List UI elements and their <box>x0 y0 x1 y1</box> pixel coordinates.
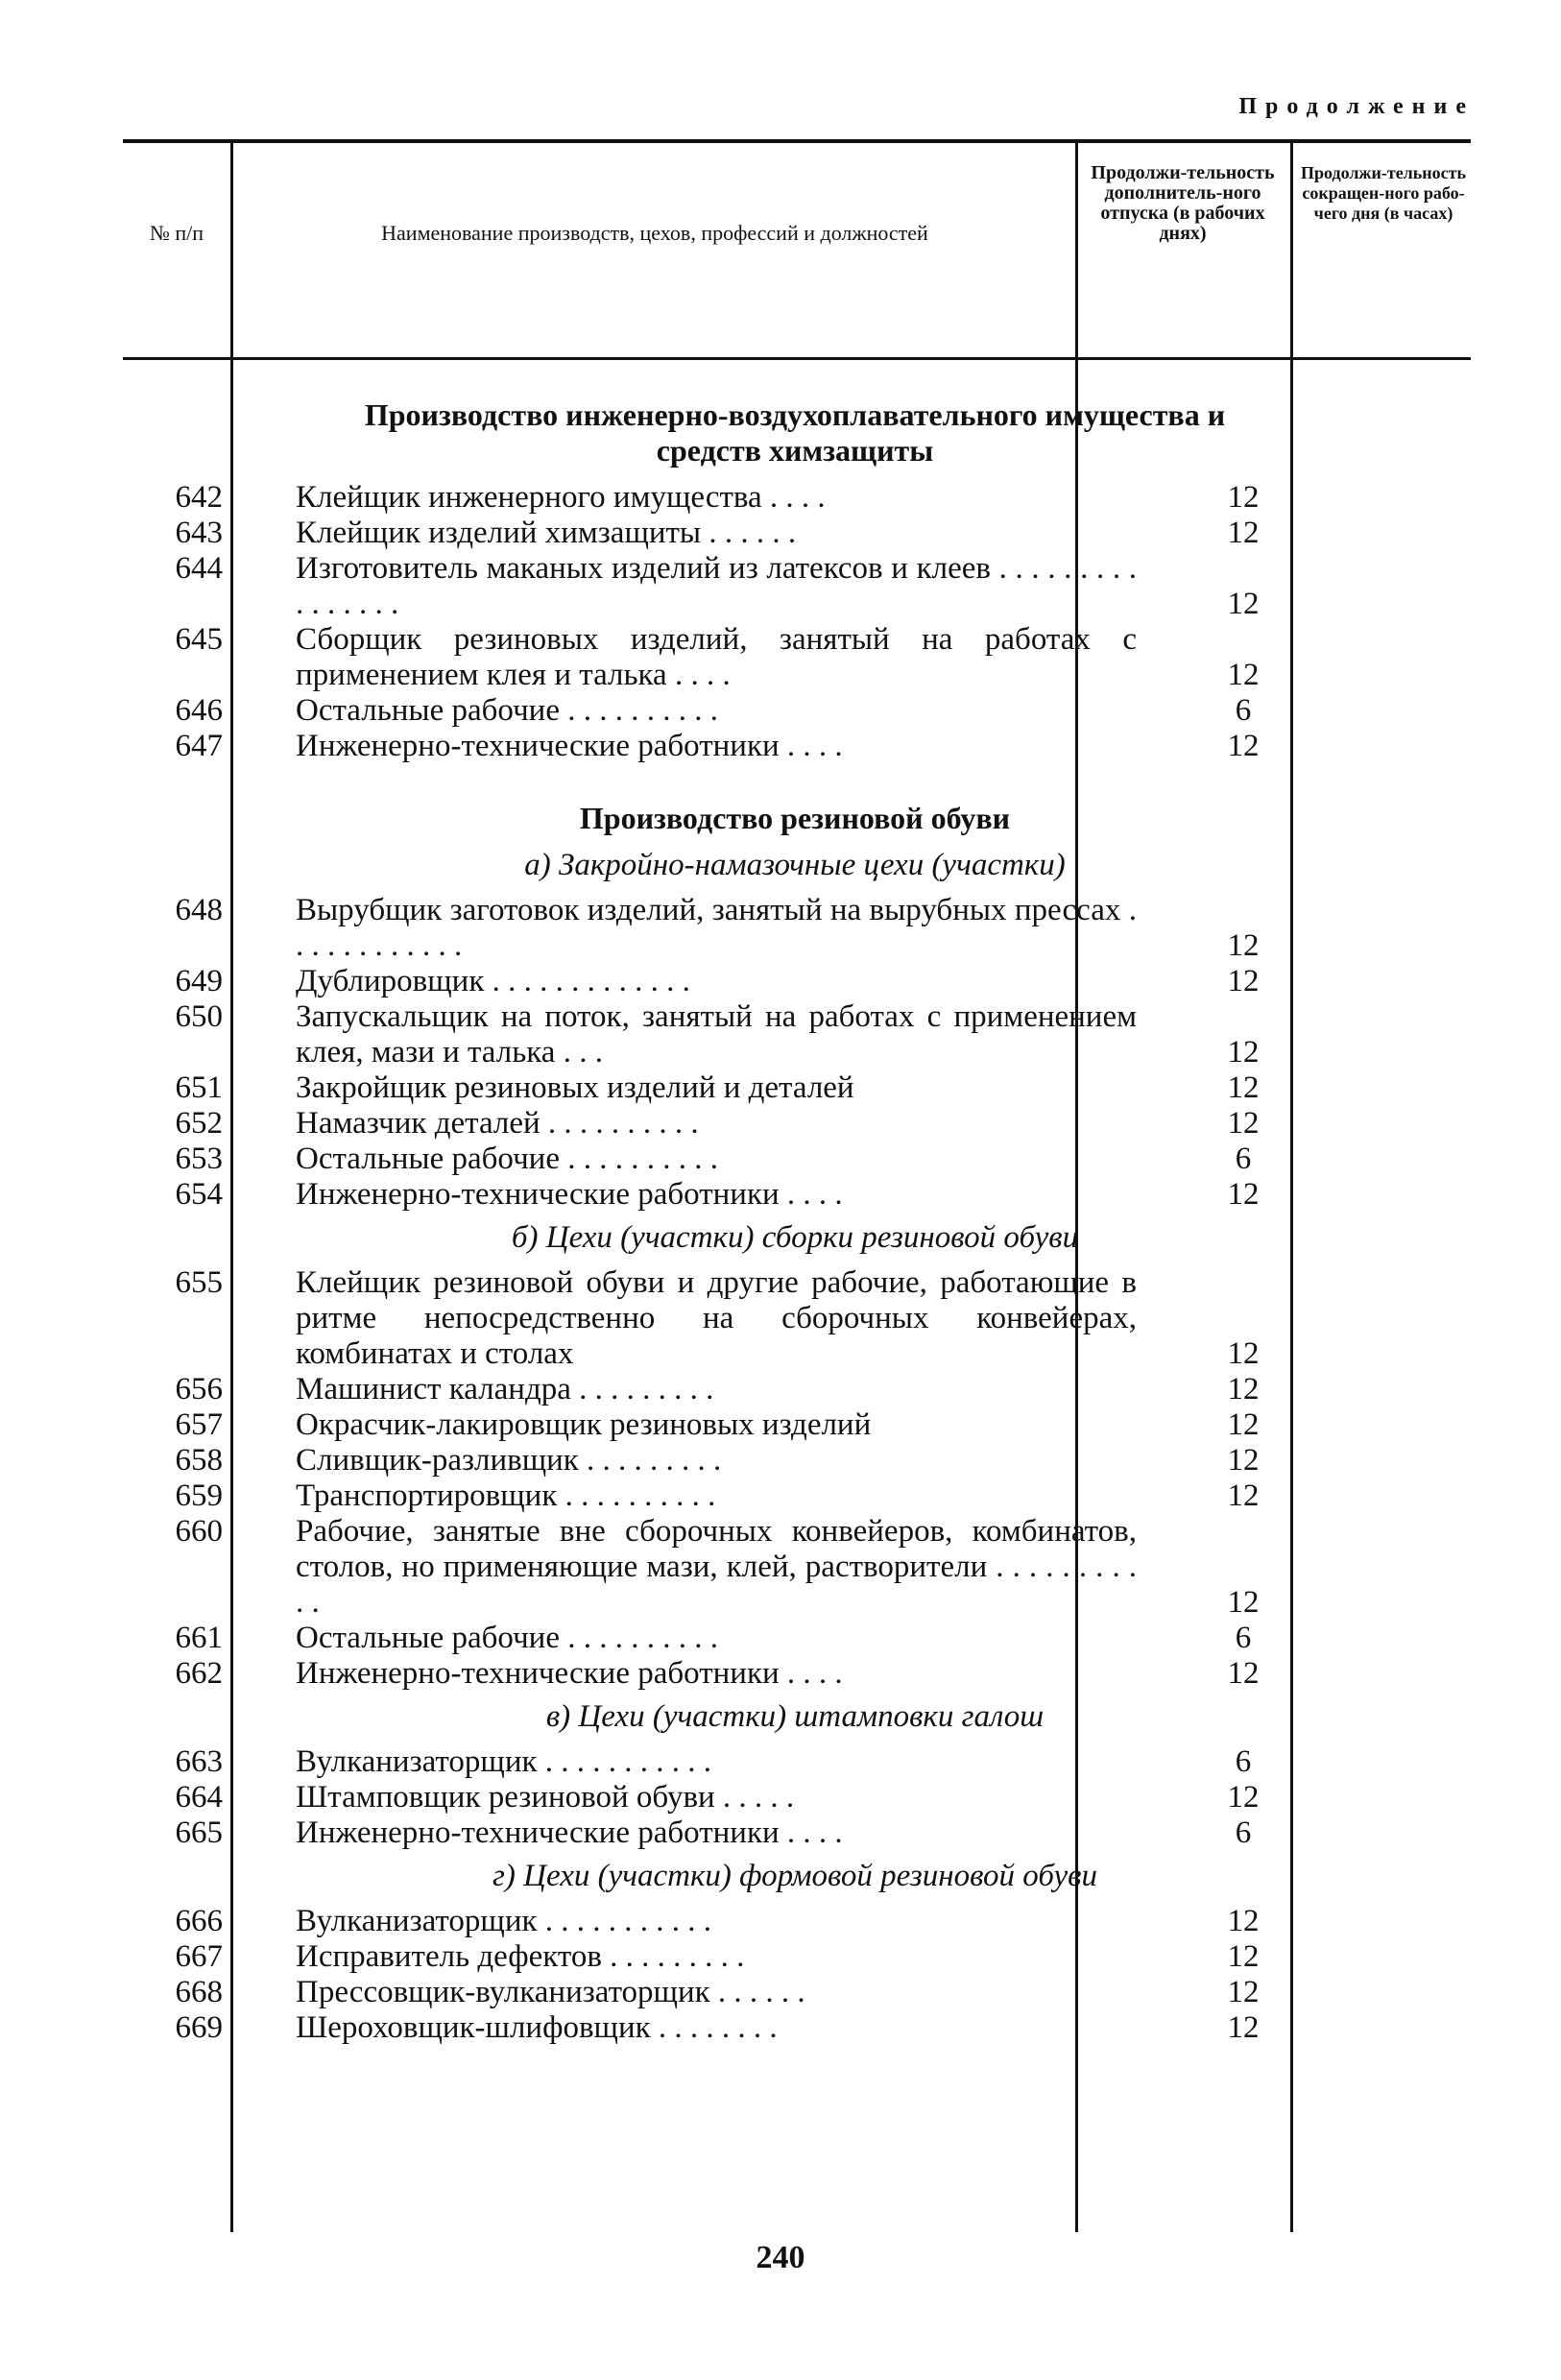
row-name: Запускальщик на поток, занятый на работах с применением клея, мази и талька . . . <box>296 999 1137 1070</box>
row-number: 653 <box>175 1142 223 1176</box>
table-row <box>123 1106 1471 1142</box>
row-number: 666 <box>175 1904 223 1938</box>
row-name: Вулканизаторщик . . . . . . . . . . . <box>296 1744 712 1779</box>
row-leave-days: 12 <box>1227 2010 1260 2045</box>
row-leave-days: 12 <box>1227 1585 1260 1620</box>
row-name: Вырубщик заготовок изделий, занятый на вырубных прессах . . . . . . . . . . . . <box>296 893 1137 963</box>
row-leave-days: 6 <box>1235 1142 1252 1176</box>
row-leave-days: 12 <box>1227 658 1260 692</box>
row-number: 650 <box>175 999 223 1034</box>
row-leave-days: 12 <box>1227 1975 1260 2009</box>
row-number: 643 <box>175 516 223 550</box>
table-row <box>123 551 1471 622</box>
row-number: 660 <box>175 1514 223 1549</box>
row-name: Сборщик резиновых изделий, занятый на работах с применением клея и талька . . . . <box>296 622 1137 692</box>
table-row <box>123 1939 1471 1975</box>
row-name: Остальные рабочие . . . . . . . . . . <box>296 693 718 728</box>
table-row <box>123 1780 1471 1815</box>
row-name: Клейщик изделий химзащиты . . . . . . <box>296 516 797 550</box>
row-number: 661 <box>175 1621 223 1655</box>
row-name: Прессовщик-вулканизаторщик . . . . . . <box>296 1975 805 2009</box>
header-name: Наименование производств, цехов, профессий и должностей <box>381 221 928 245</box>
row-leave-days: 12 <box>1227 1035 1260 1070</box>
row-name: Штамповщик резиновой обуви . . . . . <box>296 1780 795 1815</box>
table-row <box>123 1744 1471 1780</box>
table-row <box>123 1407 1471 1443</box>
row-number: 662 <box>175 1656 223 1691</box>
row-leave-days: 12 <box>1227 1372 1260 1406</box>
row-number: 642 <box>175 480 223 515</box>
row-number: 656 <box>175 1372 223 1406</box>
table-body <box>123 392 1471 2046</box>
row-name: Инженерно-технические работники . . . . <box>296 729 843 763</box>
subsection-title: в) Цехи (участки) штамповки галош <box>545 1699 1045 1734</box>
row-number: 657 <box>175 1407 223 1442</box>
row-leave-days: 12 <box>1227 1904 1260 1938</box>
row-leave-days: 12 <box>1227 516 1260 550</box>
row-number: 667 <box>175 1939 223 1974</box>
table-row <box>123 516 1471 551</box>
table-row <box>123 893 1471 964</box>
row-name: Остальные рабочие . . . . . . . . . . <box>296 1621 718 1655</box>
row-leave-days: 12 <box>1227 1656 1260 1691</box>
row-leave-days: 12 <box>1227 1106 1260 1141</box>
table-row <box>123 1621 1471 1656</box>
table-row <box>123 1070 1471 1106</box>
table-row <box>123 1443 1471 1478</box>
table-row <box>123 1265 1471 1372</box>
row-name: Сливщик-разливщик . . . . . . . . . <box>296 1443 722 1478</box>
header-shortened-day: Продолжи-тельность сокращен-ного рабо-чего дня (в часах) <box>1300 163 1467 223</box>
row-leave-days: 12 <box>1227 1070 1260 1105</box>
header-number: № п/п <box>149 221 204 245</box>
row-leave-days: 6 <box>1235 1744 1252 1779</box>
header-leave-duration: Продолжи-тельность дополнитель-ного отпуска (в рабочих днях) <box>1091 162 1275 244</box>
row-leave-days: 12 <box>1227 1939 1260 1974</box>
page-number: 240 <box>756 2240 805 2275</box>
row-leave-days: 12 <box>1227 1478 1260 1513</box>
row-number: 659 <box>175 1478 223 1513</box>
row-name: Инженерно-технические работники . . . . <box>296 1815 843 1850</box>
row-name: Инженерно-технические работники . . . . <box>296 1177 843 1212</box>
row-number: 654 <box>175 1177 223 1212</box>
row-number: 655 <box>175 1265 223 1300</box>
row-number: 649 <box>175 964 223 998</box>
row-number: 663 <box>175 1744 223 1779</box>
row-leave-days: 6 <box>1235 1815 1252 1850</box>
table-row <box>123 1478 1471 1514</box>
row-leave-days: 12 <box>1227 729 1260 763</box>
subsection-title: а) Закройно-намазочные цехи (участки) <box>524 848 1066 882</box>
row-leave-days: 12 <box>1227 964 1260 998</box>
subsection-title: г) Цехи (участки) формовой резиновой обуви <box>492 1859 1097 1893</box>
row-name: Закройщик резиновых изделий и деталей <box>296 1070 854 1105</box>
table-row <box>123 622 1471 693</box>
row-leave-days: 12 <box>1227 480 1260 515</box>
header-bottom-rule <box>123 357 1471 360</box>
row-leave-days: 12 <box>1227 1336 1260 1371</box>
section-title: Производство резиновой обуви <box>579 801 1011 835</box>
section-title: Производство инженерно-воздухоплавательного имущества и средств химзащиты <box>364 397 1226 468</box>
row-name: Шероховщик-шлифовщик . . . . . . . . <box>296 2010 778 2045</box>
table-row <box>123 729 1471 764</box>
table-row <box>123 1656 1471 1692</box>
table-row <box>123 964 1471 999</box>
table-row <box>123 1815 1471 1851</box>
row-leave-days: 12 <box>1227 1780 1260 1815</box>
row-name: Клейщик инженерного имущества . . . . <box>296 480 826 515</box>
row-number: 669 <box>175 2010 223 2045</box>
table-row <box>123 1142 1471 1177</box>
subsection-title: б) Цехи (участки) сборки резиновой обуви <box>511 1220 1079 1255</box>
row-name: Транспортировщик . . . . . . . . . . <box>296 1478 716 1513</box>
row-number: 646 <box>175 693 223 728</box>
table-row <box>123 1514 1471 1621</box>
row-name: Намазчик деталей . . . . . . . . . . <box>296 1106 699 1141</box>
row-number: 648 <box>175 893 223 927</box>
row-name: Клейщик резиновой обуви и другие рабочие, работающие в ритме непосредственно на сборочных конвейерах, комбинатах и столах <box>296 1265 1137 1371</box>
row-leave-days: 12 <box>1227 1443 1260 1478</box>
row-number: 668 <box>175 1975 223 2009</box>
table-row <box>123 1904 1471 1939</box>
row-leave-days: 12 <box>1227 587 1260 621</box>
row-name: Вулканизаторщик . . . . . . . . . . . <box>296 1904 712 1938</box>
row-name: Исправитель дефектов . . . . . . . . . <box>296 1939 745 1974</box>
row-number: 652 <box>175 1106 223 1141</box>
table-row <box>123 999 1471 1070</box>
row-name: Изготовитель маканых изделий из латексов и клеев . . . . . . . . . . . . . . . . <box>296 551 1137 621</box>
row-name: Машинист каландра . . . . . . . . . <box>296 1372 714 1406</box>
table-row <box>123 1372 1471 1407</box>
row-number: 665 <box>175 1815 223 1850</box>
table-top-rule <box>123 139 1471 143</box>
row-name: Дублировщик . . . . . . . . . . . . . <box>296 964 690 998</box>
table-row <box>123 693 1471 729</box>
row-leave-days: 12 <box>1227 928 1260 963</box>
row-number: 664 <box>175 1780 223 1815</box>
row-name: Остальные рабочие . . . . . . . . . . <box>296 1142 718 1176</box>
row-name: Окрасчик-лакировщик резиновых изделий <box>296 1407 872 1442</box>
row-leave-days: 6 <box>1235 693 1252 728</box>
row-number: 651 <box>175 1070 223 1105</box>
row-number: 647 <box>175 729 223 763</box>
table-row <box>123 1177 1471 1213</box>
table-row <box>123 480 1471 516</box>
table-row <box>123 2010 1471 2046</box>
continuation-label: Продолжение <box>1238 94 1475 119</box>
row-number: 658 <box>175 1443 223 1478</box>
row-leave-days: 12 <box>1227 1407 1260 1442</box>
row-name: Рабочие, занятые вне сборочных конвейеров, комбинатов, столов, но применяющие мази, клей, растворители . . . . . . . . . . . <box>296 1514 1137 1620</box>
row-number: 645 <box>175 622 223 657</box>
row-leave-days: 6 <box>1235 1621 1252 1655</box>
row-name: Инженерно-технические работники . . . . <box>296 1656 843 1691</box>
table-row <box>123 1975 1471 2010</box>
row-number: 644 <box>175 551 223 586</box>
row-leave-days: 12 <box>1227 1177 1260 1212</box>
